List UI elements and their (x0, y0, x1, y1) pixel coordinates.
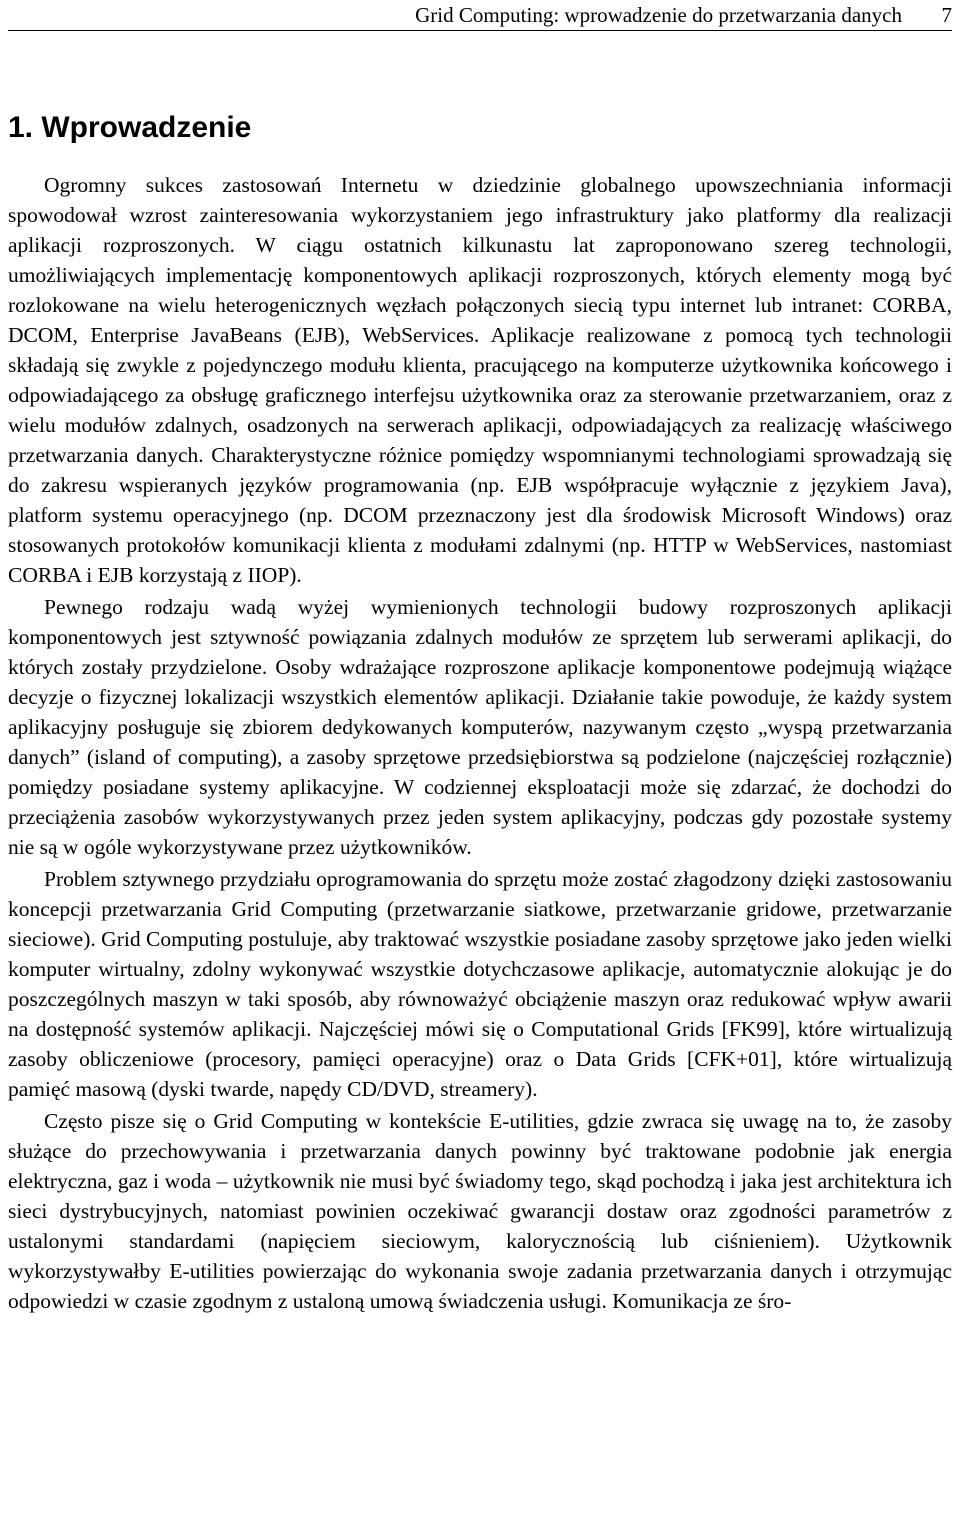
section-heading: 1. Wprowadzenie (8, 111, 252, 144)
page-number: 7 (941, 3, 952, 27)
running-header (8, 0, 952, 31)
paragraph: Ogromny sukces zastosowań Internetu w dziedzinie globalnego upowszechniania informacji spowodował wzrost zainteresowania wykorzystaniem jego infrastruktury jako platformy dla realizacji aplikacji rozproszonych. W ciągu ostatnich kilkunastu lat zaproponowano szereg technologii, umożliwiających implementację komponentowych aplikacji rozproszonych, których elementy mogą być rozlokowane na wielu heterogenicznych węzłach połączonych siecią typu internet lub intranet: CORBA, DCOM, Enterprise JavaBeans (EJB), WebServices. Aplikacje realizowane z pomocą tych technologii składają się zwykle z pojedynczego modułu klienta, pracującego na komputerze użytkownika końcowego i odpowiadającego za obsługę graficznego interfejsu użytkownika oraz za sterowanie przetwarzaniem, oraz z wielu modułów zdalnych, osadzonych na serwerach aplikacji, odpowiadających za realizację właściwego przetwarzania danych. Charakterystyczne różnice pomiędzy wspomnianymi technologiami sprowadzają się do zakresu wspieranych języków programowania (np. EJB współpracuje wyłącznie z językiem Java), platform systemu operacyjnego (np. DCOM przeznaczony jest dla środowisk Microsoft Windows) oraz stosowanych protokołów komunikacji klienta z modułami zdalnymi (np. HTTP w WebServices, nastomiast CORBA i EJB korzystają z IIOP). (8, 173, 952, 587)
paragraph: Problem sztywnego przydziału oprogramowania do sprzętu może zostać złagodzony dzięki zastosowaniu koncepcji przetwarzania Grid Computing (przetwarzanie siatkowe, przetwarzanie gridowe, przetwarzanie sieciowe). Grid Computing postuluje, aby traktować wszystkie posiadane zasoby sprzętowe jako jeden wielki komputer wirtualny, zdolny wykonywać wszystkie dotychczasowe aplikacje, automatycznie alokując je do poszczególnych maszyn w taki sposób, aby równoważyć obciążenie maszyn oraz redukować wpływ awarii na dostępność systemów aplikacji. Najczęściej mówi się o Computational Grids [FK99], które wirtualizują zasoby obliczeniowe (procesory, pamięci operacyjne) oraz o Data Grids [CFK+01], które wirtualizują pamięć masową (dyski twarde, napędy CD/DVD, streamery). (8, 867, 952, 1101)
paragraph: Często pisze się o Grid Computing w kontekście E-utilities, gdzie zwraca się uwagę na to, że zasoby służące do przechowywania i przetwarzania danych powinny być traktowane podobnie jak energia elektryczna, gaz i woda – użytkownik nie musi być świadomy tego, skąd pochodzą i jaka jest architektura ich sieci dystrybucyjnych, natomiast powinien oczekiwać gwarancji dostaw oraz zgodności parametrów z ustalonymi standardami (napięciem sieciowym, kalorycznością lub ciśnieniem). Użytkownik wykorzystywałby E-utilities powierzając do wykonania swoje zadania przetwarzania danych i otrzymując odpowiedzi w czasie zgodnym z ustaloną umową świadczenia usługi. Komunikacja ze śro- (8, 1109, 952, 1313)
header-title: Grid Computing: wprowadzenie do przetwarzania danych (415, 3, 902, 27)
body-text (8, 170, 952, 1318)
paragraph: Pewnego rodzaju wadą wyżej wymienionych technologii budowy rozproszonych aplikacji komponentowych jest sztywność powiązania zdalnych modułów ze sprzętem lub serwerami aplikacji, do których zostały przydzielone. Osoby wdrażające rozproszone aplikacje komponentowe podejmują wiążące decyzje o fizycznej lokalizacji wszystkich elementów aplikacji. Działanie takie powoduje, że każdy system aplikacyjny posługuje się zbiorem dedykowanych komputerów, nazywanym często „wyspą przetwarzania danych” (island of computing), a zasoby sprzętowe przedsiębiorstwa są podzielone (najczęściej rozłącznie) pomiędzy posiadane systemy aplikacyjne. W codziennej eksploatacji może się zdarzać, że dochodzi do przeciążenia zasobów wykorzystywanych przez jeden system aplikacyjny, podczas gdy pozostałe systemy nie są w ogóle wykorzystywane przez użytkowników. (8, 595, 952, 859)
